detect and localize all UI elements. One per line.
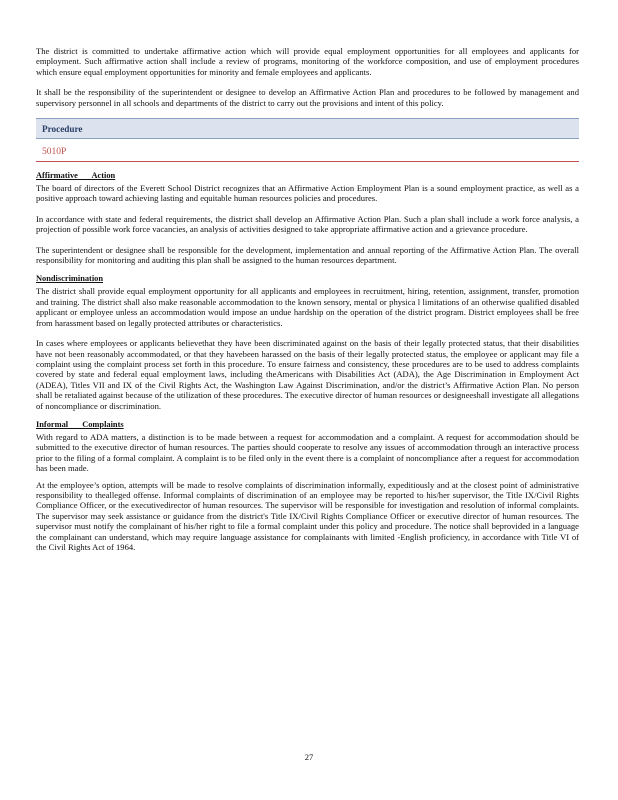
procedure-header-bar	[36, 118, 579, 139]
intro-paragraph-2: It shall be the responsibility of the superintendent or designee to develop an Affirmative Action Plan and procedures to be followed by management and supervisory personnel in all schools and departments of the district to carry out the provisions and intent of this policy.	[36, 87, 579, 108]
procedure-label: Procedure	[42, 123, 83, 134]
section-heading-nondiscrimination: Nondiscrimination	[36, 274, 104, 284]
informal-complaints-paragraph-1: With regard to ADA matters, a distinction is to be made between a request for accommodation and a complaint. A request for accommodation should be submitted to the executive director of human resources. The parties should cooperate to resolve any issues of accommodation through an interactive process prior to the filing of a formal complaint. A complaint is to be filed only in the event there is a complaint of noncompliance after a request for accommodation has been made.	[36, 431, 579, 474]
intro-paragraph-1: The district is committed to undertake affirmative action which will provide equal employment opportunities for all employees and applicants for employment. Such affirmative action shall include a review of programs, monitoring of the workforce composition, and use of employment procedures which ensure equal employment opportunities for minority and female employees and applicants.	[36, 46, 579, 77]
page-number: 27	[304, 752, 314, 762]
affirmative-action-paragraph-2: In accordance with state and federal requirements, the district shall develop an Affirmative Action Plan. Such a plan shall include a work force analysis, a projection of possible work force vacancies, an analysis of activities designed to take appropriate affirmative action and a grievance procedure.	[36, 213, 579, 235]
nondiscrimination-paragraph-1: The district shall provide equal employment opportunity for all applicants and employees in recruitment, hiring, retention, assignment, transfer, promotion and training. The district shall also make reasonable accommodation to the known sensory, mental or physica l limitations of an otherwise qualified disabled applicant or employee unless an accommodation would impose an undue hardship on the operation of the district program. District employees shall be free from harassment based on legally protected attributes or characteristics.	[36, 286, 579, 328]
informal-complaints-paragraph-2: At the employee’s option, attempts will be made to resolve complaints of discrimination informally, expeditiously and at the closest point of administrative responsibility to thealleged offense. Informal complaints of discrimination of an employee may be reported to his/her supervisor, the Title IX/Civil Rights Compliance Officer, or the executivedirector of human resources. The supervisor will be responsible for investigation and resolution of informal complaints. The supervisor may seek assistance or guidance from the district's Title IX/Civil Rights Compliance Officer or executive director of human resources. The supervisor must notify the complainant of his/her right to file a formal complaint under this policy and procedure. The notice shall beprovided in a language the complainant can understand, which may require language assistance for complainants with limited -English proficiency, in accordance with Title VI of the Civil Rights Act of 1964.	[36, 479, 579, 552]
affirmative-action-paragraph-3: The superintendent or designee shall be responsible for the development, implementation and annual reporting of the Affirmative Action Plan. The overall responsibility for monitoring and auditing this plan shall be assigned to the human resources department.	[36, 244, 579, 266]
section-heading-affirmative-action: Affirmative Action	[36, 171, 116, 181]
affirmative-action-paragraph-1: The board of directors of the Everett School District recognizes that an Affirmative Action Employment Plan is a sound employment practice, as well as a positive approach toward achieving lasting and equitable human resources policies and procedures.	[36, 183, 579, 204]
policy-number: 5010P	[36, 147, 579, 162]
document-page	[36, 46, 579, 552]
nondiscrimination-paragraph-2: In cases where employees or applicants believethat they have been discriminated against on the basis of their legally protected status, that their disabilities have not been reasonably accommodated, or that they havebeen harassed on the basis of their legally protected status, the employee or applicant may file a complaint using the complaint process set forth in this procedure. To ensure fairness and consistency, these procedures are to be used to address complaints covered by state and federal equal employment laws, including theAmericans with Disabilities Act (ADA), the Age Discrimination in Employment Act (ADEA), Titles VII and IX of the Civil Rights Act, the Washington Law Against Discrimination, and/or the district’s Affirmative Action Plan. No person shall be retaliated against because of the utilization of these procedures. The executive director of human resources or designeeshall investigate all allegations of noncompliance or discrimination.	[36, 338, 579, 411]
section-heading-informal-complaints: Informal Complaints	[36, 419, 124, 429]
